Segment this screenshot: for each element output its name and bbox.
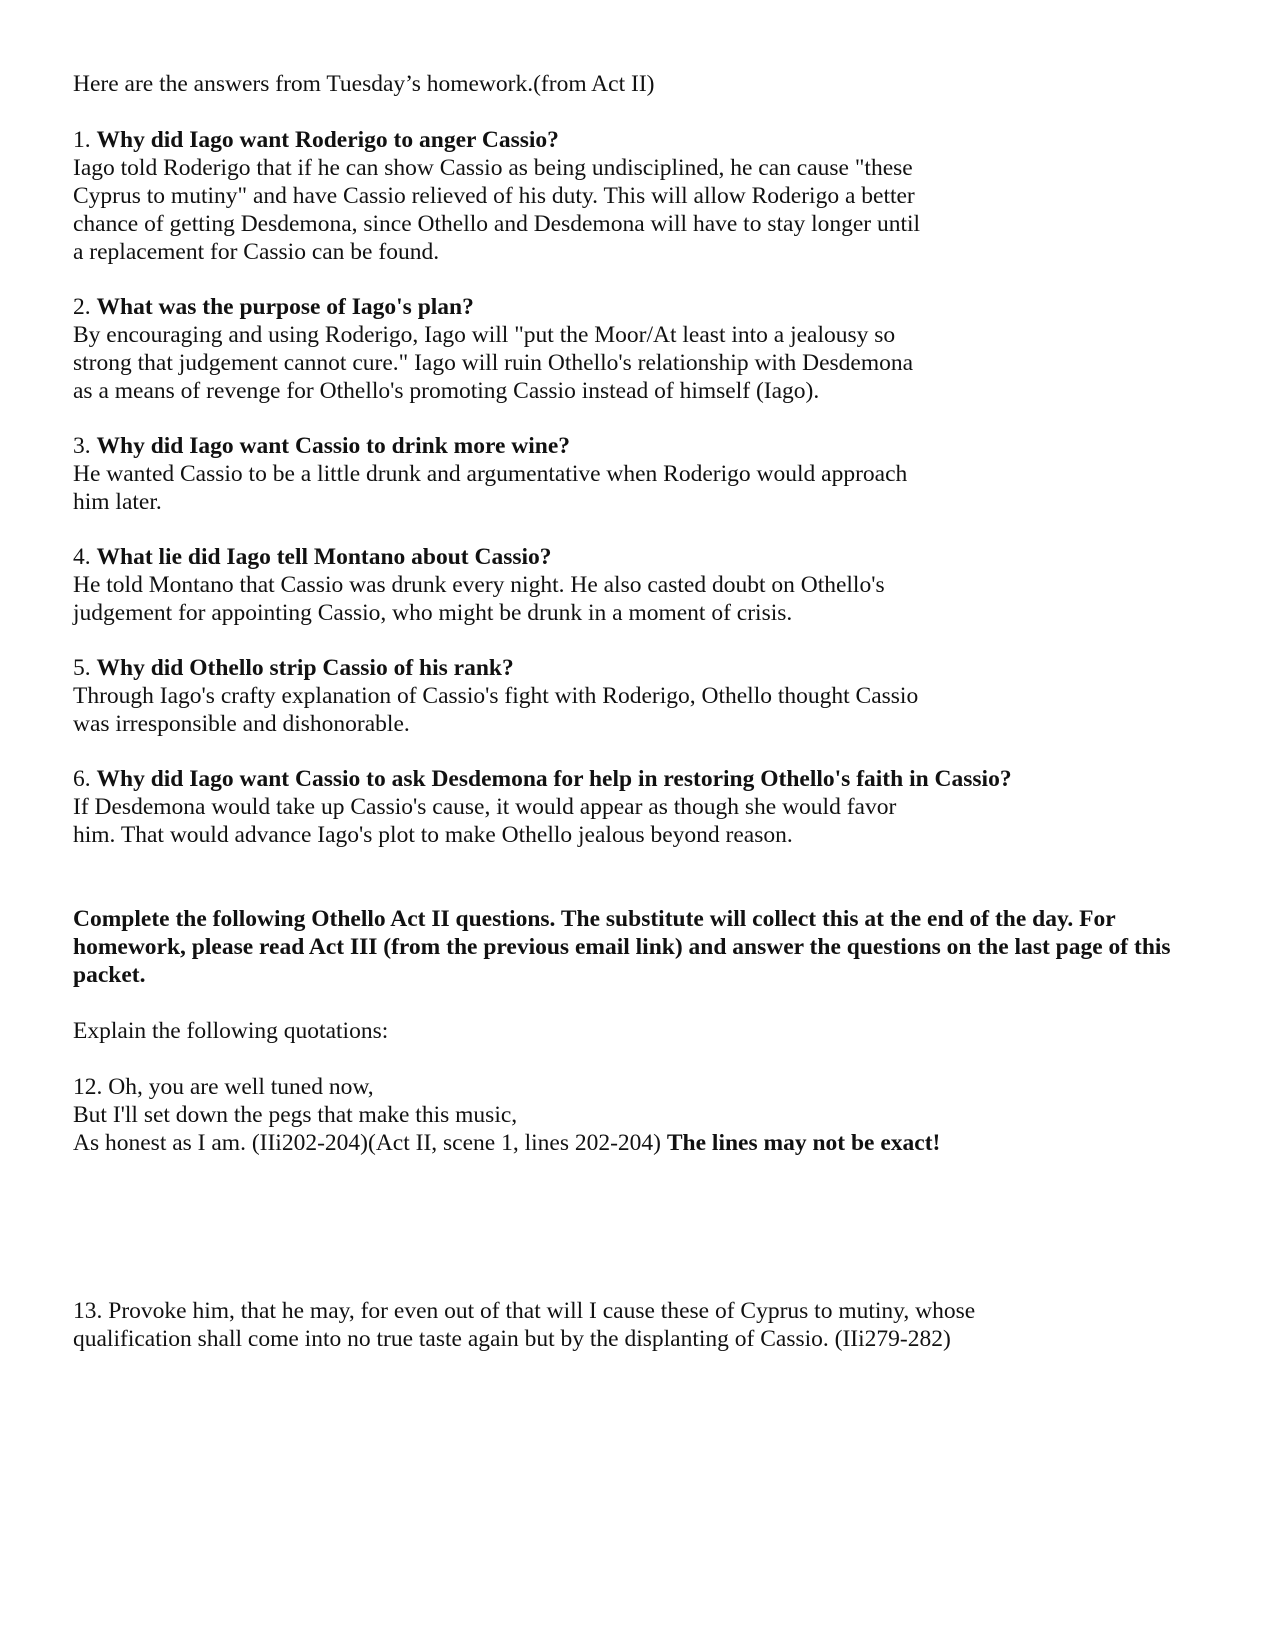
- answer-text: By encouraging and using Roderigo, Iago will "put the Moor/At least into a jealousy so strong that judgement cannot cure." Iago will ruin Othello's relationship with Desdemona as a means of revenge for Othello's promoting Cassio instead of himself (Iago).: [73, 322, 914, 404]
- question-line: [73, 543, 1173, 571]
- answer-text: Iago told Roderigo that if he can show Cassio as being undisciplined, he can cause "these Cyprus to mutiny" and have Cassio relieved of his duty. This will allow Roderigo a better chance of getting Desdemona, since Othello and Desdemona will have to stay longer until a replacement for Cassio can be found.: [73, 155, 921, 265]
- question-line: [73, 765, 1173, 793]
- answer-item: [73, 293, 1173, 405]
- quotation-line: But I'll set down the pegs that make this music,: [73, 1102, 518, 1128]
- question-number: 5.: [73, 655, 97, 681]
- quotation-line-with-note: [73, 1129, 1173, 1157]
- question-number: 1.: [73, 127, 97, 153]
- question-line: [73, 654, 1173, 682]
- question-text: What was the purpose of Iago's plan?: [96, 294, 474, 320]
- explain-heading: Explain the following quotations:: [73, 1018, 389, 1044]
- answer-item: [73, 765, 1173, 849]
- quotation-13: 13. Provoke him, that he may, for even out of that will I cause these of Cyprus to mutiny, whose qualification shall come into no true taste again but by the displanting of Cassio. (IIi279-282): [73, 1298, 976, 1352]
- accuracy-note: The lines may not be exact!: [666, 1130, 941, 1156]
- answer-text: He wanted Cassio to be a little drunk and argumentative when Roderigo would approach him later.: [73, 461, 908, 515]
- question-text: Why did Iago want Roderigo to anger Cassio?: [96, 127, 559, 153]
- question-text: What lie did Iago tell Montano about Cassio?: [96, 544, 552, 570]
- question-text: Why did Iago want Cassio to ask Desdemona for help in restoring Othello's faith in Cassio?: [96, 766, 1012, 792]
- intro-text: Here are the answers from Tuesday’s homework.(from Act II): [73, 71, 655, 97]
- question-number: 2.: [73, 294, 97, 320]
- quotation-line: 12. Oh, you are well tuned now,: [73, 1074, 374, 1100]
- question-line: [73, 293, 1173, 321]
- quotation-line: As honest as I am. (IIi202-204)(Act II, scene 1, lines 202-204): [73, 1130, 667, 1156]
- question-number: 4.: [73, 544, 97, 570]
- question-line: [73, 126, 1173, 154]
- answer-item: [73, 654, 1173, 738]
- answer-item: [73, 432, 1173, 516]
- question-text: Why did Othello strip Cassio of his rank?: [96, 655, 514, 681]
- answer-item: [73, 126, 1173, 266]
- question-number: 6.: [73, 766, 97, 792]
- answer-text: Through Iago's crafty explanation of Cassio's fight with Roderigo, Othello thought Cassio was irresponsible and dishonorable.: [73, 683, 919, 737]
- question-line: [73, 432, 1173, 460]
- answer-text: He told Montano that Cassio was drunk every night. He also casted doubt on Othello's judgement for appointing Cassio, who might be drunk in a moment of crisis.: [73, 572, 885, 626]
- document-page: [73, 70, 1173, 1353]
- instructions: Complete the following Othello Act II questions. The substitute will collect this at the end of the day. For homework, please read Act III (from the previous email link) and answer the questions on the last page of this packet.: [73, 906, 1171, 988]
- answer-item: [73, 543, 1173, 627]
- question-text: Why did Iago want Cassio to drink more wine?: [96, 433, 571, 459]
- question-number: 3.: [73, 433, 97, 459]
- answer-text: If Desdemona would take up Cassio's cause, it would appear as though she would favor him. That would advance Iago's plot to make Othello jealous beyond reason.: [73, 794, 897, 848]
- quotation-12: [73, 1073, 1173, 1157]
